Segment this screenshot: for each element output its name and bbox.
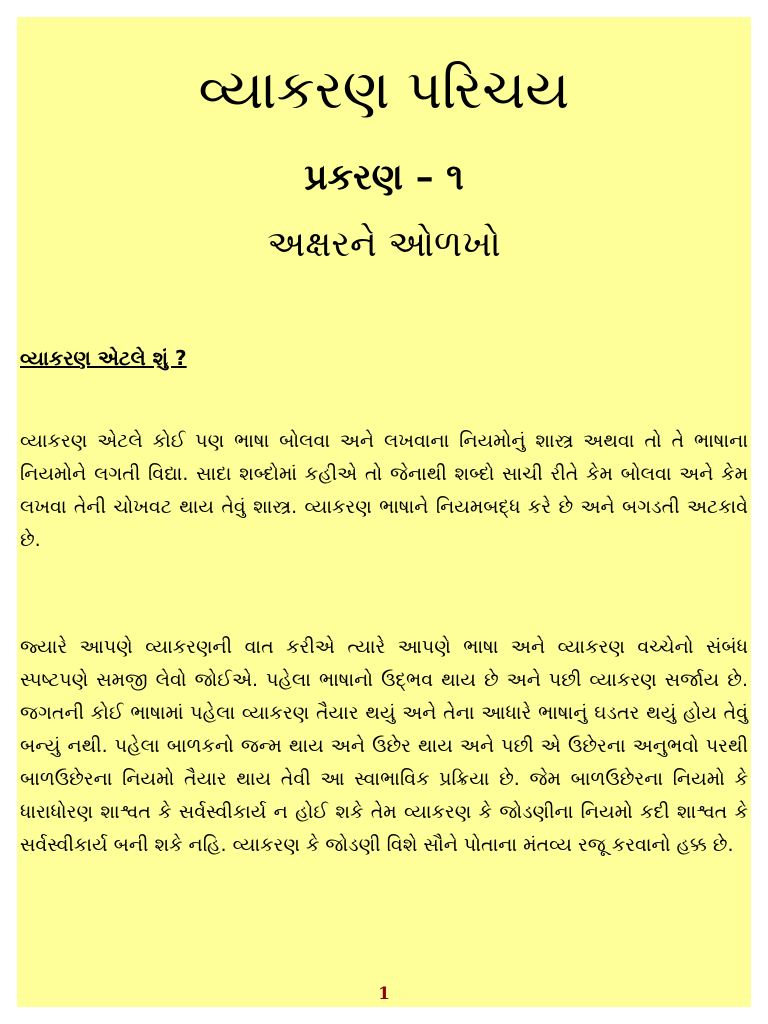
chapter-subtitle: અક્ષરને ઓળખો	[267, 224, 501, 265]
chapter-heading: પ્રકરણ – ૧	[304, 156, 464, 198]
paragraph-2: જ્યારે આપણે વ્યાકરણની વાત કરીએ ત્યારે આપણે ભાષા અને વ્યાકરણ વચ્ચેનો સંબંધ સ્પષ્ટપણે સમજી લેવો જોઈએ. પહેલા ભાષાનો ઉદ્ભવ થાય છે અને પછી વ્યાકરણ સર્જાય છે. જગતની કોઈ ભાષામાં પહેલા વ્યાકરણ તૈયાર થયું અને તેના આધારે ભાષાનું ઘડતર થયું હોય તેવું બન્યું નથી. પહેલા બાળકનો જન્મ થાય અને ઉછેર થાય અને પછી એ ઉછેરના અનુભવો પરથી બાળઉછેરના નિયમો તૈયાર થાય તેવી આ સ્વાભાવિક પ્રક્રિયા છે. જેમ બાળઉછેરના નિયમો કે ધારાધોરણ શાશ્વત કે સર્વસ્વીકાર્ય ન હોઈ શકે તેમ વ્યાકરણ કે જોડણીના નિયમો કદી શાશ્વત કે સર્વસ્વીકાર્ય બની શકે નહિ. વ્યાકરણ કે જોડણી વિશે સૌને પોતાના મંતવ્ય રજૂ કરવાનો હક્ક છે.	[20, 636, 748, 856]
page-number: 1	[378, 984, 390, 1004]
paragraph-1: વ્યાકરણ એટલે કોઈ પણ ભાષા બોલવા અને લખવાના નિયમોનું શાસ્ત્ર અથવા તો તે ભાષાના નિયમોને લગતી વિદ્યા. સાદા શબ્દોમાં કહીએ તો જેનાથી શબ્દો સાચી રીતે કેમ બોલવા અને કેમ લખવા તેની ચોખવટ થાય તેવું શાસ્ત્ર. વ્યાકરણ ભાષાને નિયમબદ્ધ કરે છે અને બગડતી અટકાવે છે.	[20, 430, 748, 551]
page-title: વ્યાકરણ પરિચય	[198, 58, 570, 121]
section-heading: વ્યાકરણ એટલે શું ?	[20, 346, 187, 370]
document-page	[17, 17, 751, 1007]
